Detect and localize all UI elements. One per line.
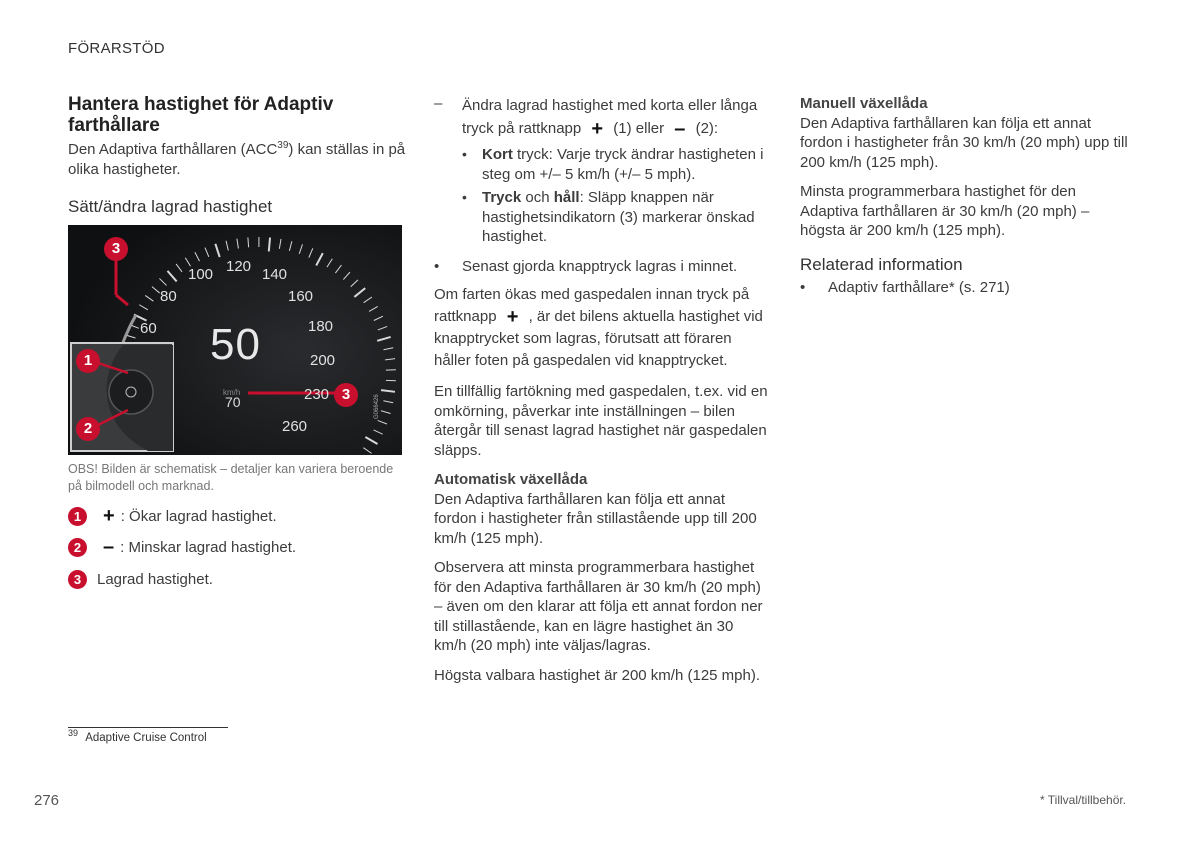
footnote-ref[interactable]: 39	[277, 140, 289, 151]
legend-number: 2	[68, 538, 87, 557]
figure-caption: OBS! Bilden är schematisk – detaljer kan variera beroende på bilmodell och marknad.	[68, 461, 394, 493]
sub-bullet-rest: : Släpp knappen när hastighetsindikatorn (3) markerar önskad hastighet.	[482, 189, 755, 245]
subheading: Sätt/ändra lagrad hastighet	[68, 197, 273, 216]
steering-button-pad	[109, 370, 153, 414]
legend-text: : Minskar lagrad hastighet.	[120, 539, 297, 556]
paragraph: Den Adaptiva farthållaren kan följa ett annat fordon i hastigheter från 30 km/h (20 mph) upp till 200 km/h (125 mph).	[800, 114, 1128, 171]
footnote-number: 39	[68, 728, 79, 739]
dash-list-item	[434, 94, 768, 141]
related-heading: Relaterad information	[800, 254, 963, 274]
tick-label: 80	[160, 287, 177, 305]
bullet-text: Senast gjorda knapptryck lagras i minnet.	[462, 257, 738, 275]
paragraph: En tillfällig fartökning med gaspedalen, t.ex. vid en omkörning, påverkar inte inställningen – bilen återgår till senast lagrad hastighet när gaspedalen släpps.	[434, 383, 768, 459]
dash-text-c: (2):	[695, 120, 719, 137]
minus-icon: –	[674, 118, 686, 140]
intro-text-b: ) kan ställas in på olika hastigheter.	[68, 141, 406, 178]
paragraph	[434, 284, 768, 372]
sub-bullet-rest: tryck: Varje tryck ändrar hastigheten i steg om +/– 5 km/h (+/– 5 mph).	[482, 146, 764, 183]
column-left	[68, 94, 408, 601]
tick-label: 160	[288, 287, 314, 305]
tick-label: 230	[304, 385, 330, 403]
sub-bullet-item	[462, 188, 768, 247]
bold-term: Tryck	[482, 189, 522, 206]
dash-text-a: Ändra lagrad hastighet med korta eller långa tryck på rattknapp	[462, 97, 758, 137]
column-middle	[434, 94, 768, 695]
tick-label: 100	[188, 265, 214, 283]
legend-item-1	[68, 504, 408, 527]
bullet-icon: •	[434, 257, 440, 275]
intro-text-a: Den Adaptiva farthållaren (ACC	[68, 141, 278, 158]
bold-term: håll	[553, 189, 580, 206]
marker-3-top: 3	[104, 237, 128, 261]
marker-2: 2	[76, 417, 100, 441]
legend-text: Lagrad hastighet.	[97, 570, 213, 588]
minus-icon: –	[103, 536, 115, 558]
sub-bullet-item	[462, 145, 768, 184]
tick-label: 120	[226, 257, 252, 275]
page-title: Hantera hastighet för Adaptiv farthållare	[68, 94, 334, 136]
bullet-item	[434, 257, 768, 277]
legend-number: 1	[68, 507, 87, 526]
tick-label: 200	[310, 351, 336, 369]
dash-content	[462, 94, 768, 141]
paragraph: Högsta valbara hastighet är 200 km/h (125 mph).	[434, 666, 761, 684]
dash-text-b: (1) eller	[613, 120, 665, 137]
column-right	[800, 94, 1134, 306]
paragraph-text: Om farten ökas med gaspedalen innan tryck på rattknapp	[434, 286, 750, 325]
paragraph-text: , är det bilens aktuella hastighet vid knapptrycket som lagras, förutsatt att föraren håller foten på gaspedalen vid knapptrycket.	[434, 308, 763, 369]
tick-label: 260	[282, 417, 308, 435]
gauge-tick	[269, 237, 270, 251]
sub-bullet-text	[482, 188, 768, 247]
section-header: FÖRARSTÖD	[68, 40, 165, 57]
legend-number: 3	[68, 570, 87, 589]
related-item	[800, 278, 1134, 298]
paragraph: Observera att minsta programmerbara hastighet för den Adaptiva farthållaren är 30 km/h (20 mph) – även om den klarar att följa ett annat fordon ner till stillastående, kan en lägre hastighet än 30 km/h (20 mph) inte väljas/lagras.	[434, 559, 763, 654]
legend-item-3	[68, 570, 408, 590]
plus-icon: +	[506, 306, 519, 328]
tick-label: 140	[262, 265, 288, 283]
related-link[interactable]: Adaptiv farthållare* (s. 271)	[828, 279, 1010, 296]
sub-bullet-mid: och	[521, 189, 554, 206]
legend-item-2	[68, 538, 408, 558]
footnote-divider	[68, 727, 228, 728]
legend-text: : Ökar lagrad hastighet.	[120, 507, 277, 525]
figure-code: G066426	[374, 393, 380, 419]
plus-icon: +	[103, 504, 115, 527]
marker-3-right: 3	[334, 383, 358, 407]
dash-marker: –	[434, 95, 443, 112]
bullet-icon: •	[800, 279, 806, 296]
footnote-text: Adaptive Cruise Control	[85, 732, 207, 744]
paragraph: Den Adaptiva farthållaren kan följa ett annat fordon i hastigheter från stillastående upp till 200 km/h (125 mph).	[434, 490, 757, 547]
footnote	[68, 728, 207, 744]
speed-unit: km/h	[223, 387, 241, 397]
tick-label: 180	[308, 317, 334, 335]
heading-automatic: Automatisk växellåda	[434, 471, 588, 488]
bullet-icon: •	[462, 189, 467, 205]
bullet-icon: •	[462, 146, 467, 162]
tick-label: 60	[140, 319, 157, 337]
bold-term: Kort	[482, 146, 513, 163]
paragraph: Minsta programmerbara hastighet för den Adaptiva farthållaren är 30 km/h (20 mph) – högsta är 200 km/h (125 mph).	[800, 183, 1090, 239]
set-speed-value: 70	[225, 393, 241, 410]
heading-manual: Manuell växellåda	[800, 95, 928, 112]
page-number: 276	[34, 792, 60, 809]
marker-1: 1	[76, 349, 100, 373]
sub-bullet-text	[482, 145, 768, 184]
footer-note: * Tillval/tillbehör.	[1040, 793, 1127, 807]
plus-icon: +	[591, 118, 604, 140]
current-speed: 50	[210, 319, 261, 369]
intro-paragraph	[68, 140, 408, 179]
speedometer-figure	[68, 225, 402, 455]
